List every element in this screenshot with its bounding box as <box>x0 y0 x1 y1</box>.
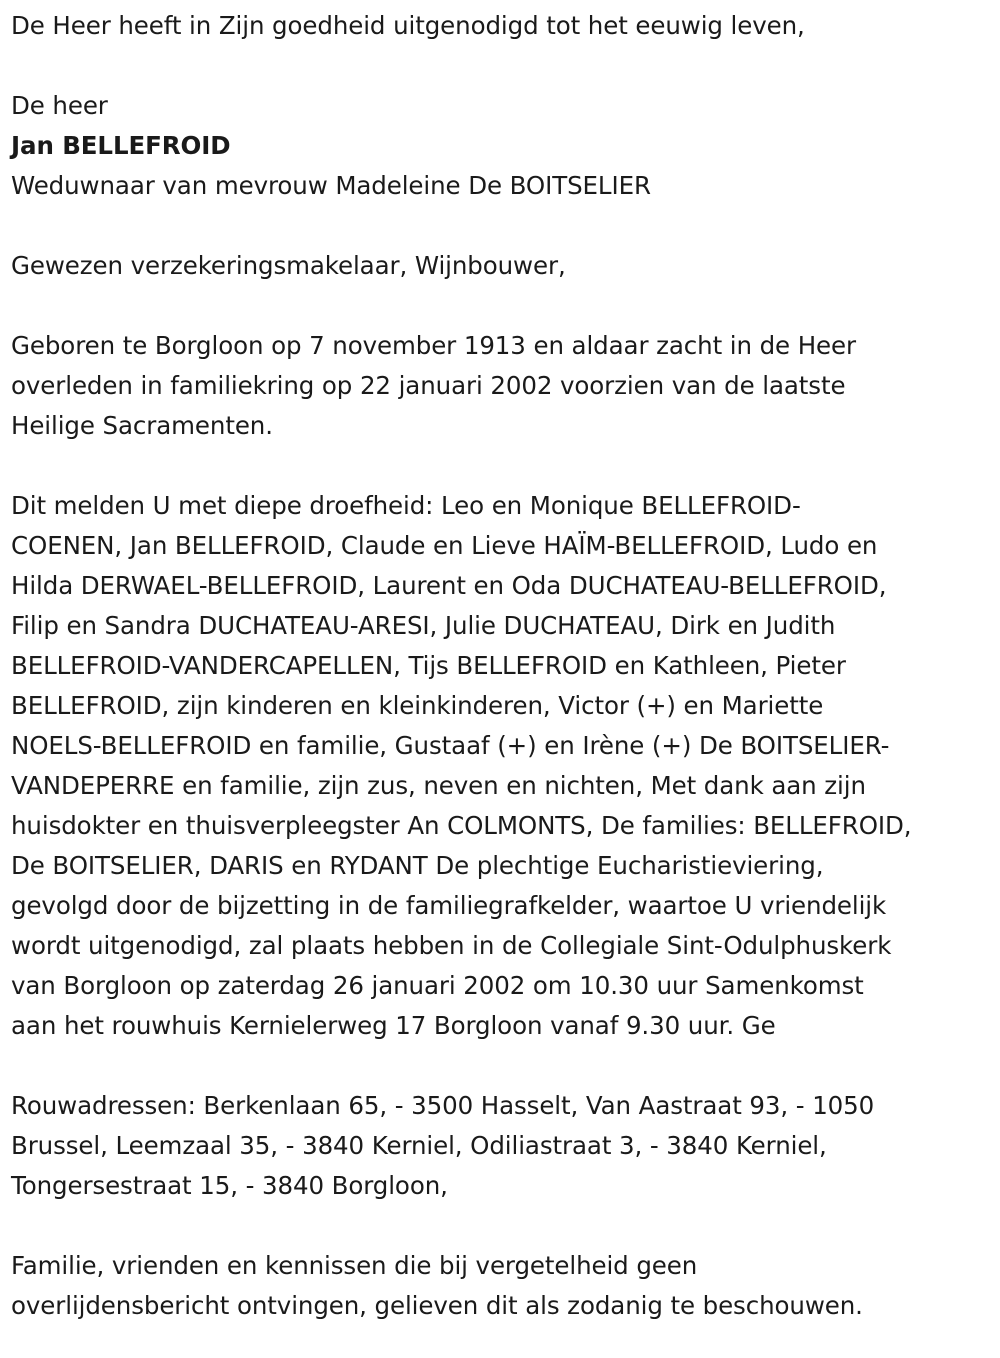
intro-line: De Heer heeft in Zijn goedheid uitgenodigd tot het eeuwig leven, <box>11 11 805 40</box>
widower-line: Weduwnaar van mevrouw Madeleine De BOITSELIER <box>11 171 651 200</box>
paragraph-line: Brussel, Leemzaal 35, - 3840 Kerniel, Odiliastraat 3, - 3840 Kerniel, <box>11 1131 827 1160</box>
paragraph-line: overleden in familiekring op 22 januari 2002 voorzien van de laatste <box>11 371 846 400</box>
paragraph-line: BELLEFROID-VANDERCAPELLEN, Tijs BELLEFROID en Kathleen, Pieter <box>11 651 846 680</box>
spacer <box>11 446 996 486</box>
paragraph-line: Filip en Sandra DUCHATEAU-ARESI, Julie DUCHATEAU, Dirk en Judith <box>11 611 836 640</box>
deceased-name: Jan BELLEFROID <box>11 131 231 160</box>
paragraph-line: De BOITSELIER, DARIS en RYDANT De plechtige Eucharistieviering, <box>11 851 824 880</box>
paragraph-line: gevolgd door de bijzetting in de familiegrafkelder, waartoe U vriendelijk <box>11 891 887 920</box>
addresses-paragraph <box>11 1086 996 1206</box>
paragraph-line: Hilda DERWAEL-BELLEFROID, Laurent en Oda DUCHATEAU-BELLEFROID, <box>11 571 887 600</box>
paragraph-line: BELLEFROID, zijn kinderen en kleinkinderen, Victor (+) en Mariette <box>11 691 824 720</box>
spacer <box>11 1206 996 1246</box>
spacer <box>11 1046 996 1086</box>
paragraph-line: COENEN, Jan BELLEFROID, Claude en Lieve HAÏM-BELLEFROID, Ludo en <box>11 531 878 560</box>
paragraph-line: overlijdensbericht ontvingen, gelieven dit als zodanig te beschouwen. <box>11 1291 863 1320</box>
spacer <box>11 286 996 326</box>
closing-paragraph <box>11 1246 996 1326</box>
paragraph-line: Tongersestraat 15, - 3840 Borgloon, <box>11 1171 448 1200</box>
birth-death-paragraph <box>11 326 996 446</box>
spacer <box>11 206 996 246</box>
paragraph-line: NOELS-BELLEFROID en familie, Gustaaf (+) en Irène (+) De BOITSELIER- <box>11 731 890 760</box>
paragraph-line: Dit melden U met diepe droefheid: Leo en Monique BELLEFROID- <box>11 491 801 520</box>
paragraph-line: VANDEPERRE en familie, zijn zus, neven en nichten, Met dank aan zijn <box>11 771 866 800</box>
obituary-document <box>11 6 996 1326</box>
occupation-line: Gewezen verzekeringsmakelaar, Wijnbouwer, <box>11 251 566 280</box>
title-prefix: De heer <box>11 91 108 120</box>
spacer <box>11 46 996 86</box>
paragraph-line: Familie, vrienden en kennissen die bij vergetelheid geen <box>11 1251 698 1280</box>
paragraph-line: Geboren te Borgloon op 7 november 1913 en aldaar zacht in de Heer <box>11 331 856 360</box>
paragraph-line: Rouwadressen: Berkenlaan 65, - 3500 Hasselt, Van Aastraat 93, - 1050 <box>11 1091 875 1120</box>
paragraph-line: wordt uitgenodigd, zal plaats hebben in de Collegiale Sint-Odulphuskerk <box>11 931 892 960</box>
announcement-paragraph <box>11 486 996 1046</box>
paragraph-line: van Borgloon op zaterdag 26 januari 2002 om 10.30 uur Samenkomst <box>11 971 864 1000</box>
paragraph-line: aan het rouwhuis Kernielerweg 17 Borgloon vanaf 9.30 uur. Ge <box>11 1011 776 1040</box>
paragraph-line: huisdokter en thuisverpleegster An COLMONTS, De families: BELLEFROID, <box>11 811 912 840</box>
paragraph-line: Heilige Sacramenten. <box>11 411 273 440</box>
